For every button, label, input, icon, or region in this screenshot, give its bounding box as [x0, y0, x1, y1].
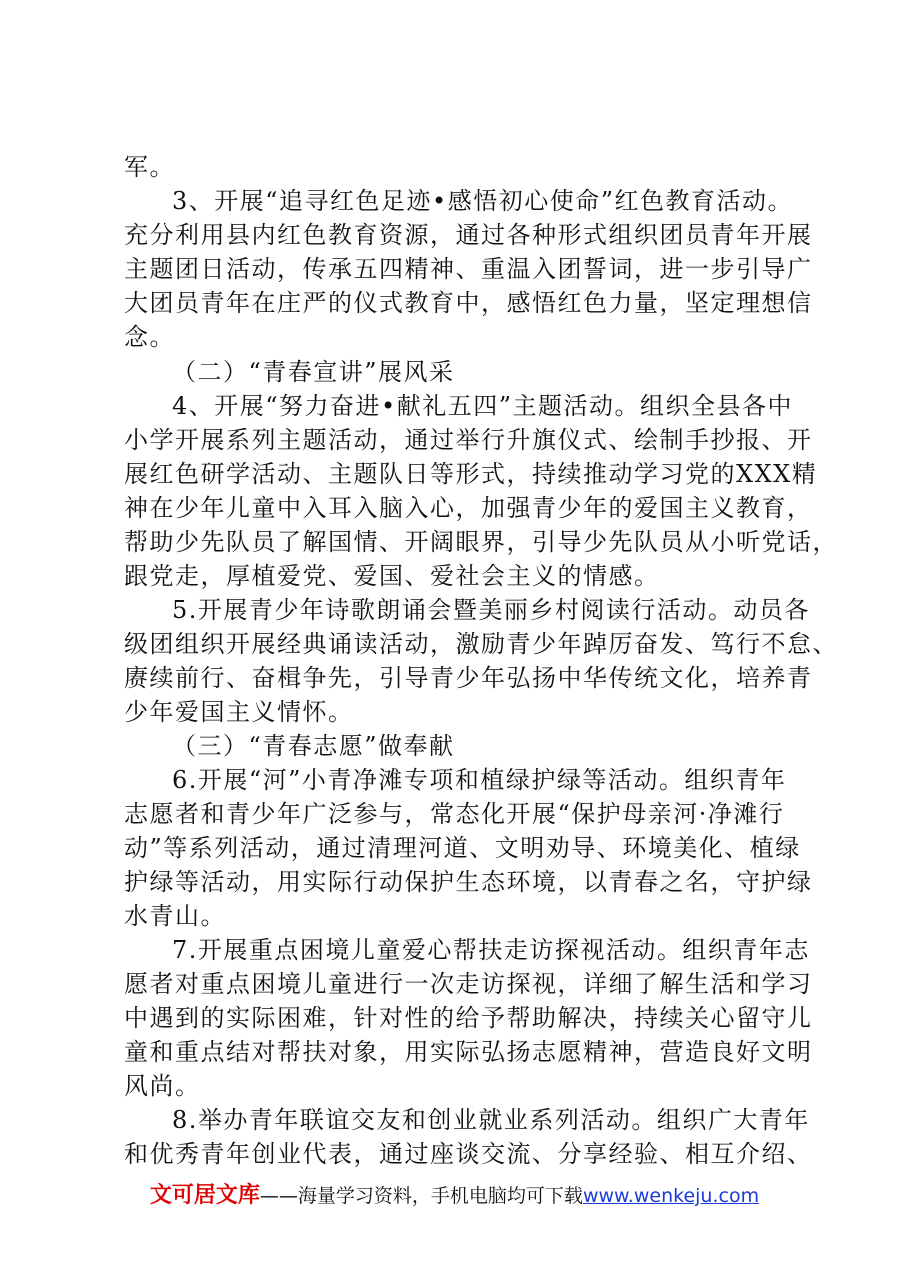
paragraph-start: 7.开展重点困境儿童爱心帮扶走访探视活动。组织青年志: [172, 936, 810, 964]
paragraph-start: 5.开展青少年诗歌朗诵会暨美丽乡村阅读行活动。动员各: [172, 596, 810, 624]
footer-link[interactable]: www.wenkeju.com: [582, 1185, 760, 1207]
text-line: 动”等系列活动，通过清理河道、文明劝导、环境美化、植绿: [124, 834, 801, 862]
text-line: 军。: [124, 153, 175, 181]
text-line: 和优秀青年创业代表，通过座谈交流、分享经验、相互介绍、: [124, 1140, 813, 1168]
text-line: 主题团日活动，传承五四精神、重温入团誓词，进一步引导广: [124, 255, 813, 283]
text-line: 充分利用县内红色教育资源，通过各种形式组织团员青年开展: [124, 221, 813, 249]
text-line: 级团组织开展经典诵读活动，激励青少年踔厉奋发、笃行不怠、: [124, 630, 838, 658]
footer-brand: 文可居文库: [149, 1183, 260, 1208]
text-line: 念。: [124, 323, 175, 351]
text-line: 志愿者和青少年广泛参与，常态化开展“保护母亲河·净滩行: [124, 800, 785, 828]
paragraph-start: 4、开展“努力奋进•献礼五四”主题活动。组织全县各中: [172, 392, 793, 420]
text-line: 水青山。: [124, 902, 226, 930]
text-line: 展红色研学活动、主题队日等形式，持续推动学习党的XXX精: [124, 460, 818, 488]
text-line: 赓续前行、奋楫争先，引导青少年弘扬中华传统文化，培养青: [124, 664, 813, 692]
text-line: 护绿等活动，用实际行动保护生态环境，以青春之名，守护绿: [124, 868, 813, 896]
text-line: 中遇到的实际困难，针对性的给予帮助解决，持续关心留守儿: [124, 1004, 813, 1032]
text-line: 童和重点结对帮扶对象，用实际弘扬志愿精神，营造良好文明: [124, 1038, 813, 1066]
text-line: 跟党走，厚植爱党、爱国、爱社会主义的情感。: [124, 562, 660, 590]
text-line: 风尚。: [124, 1072, 201, 1100]
paragraph-start: 3、开展“追寻红色足迹•感悟初心使命”红色教育活动。: [172, 187, 793, 215]
text-line: 大团员青年在庄严的仪式教育中，感悟红色力量，坚定理想信: [124, 289, 813, 317]
section-heading: （三）“青春志愿”做奉献: [172, 732, 455, 760]
paragraph-start: 6.开展“河”小青净滩专项和植绿护绿等活动。组织青年: [172, 766, 787, 794]
text-line: 愿者对重点困境儿童进行一次走访探视，详细了解生活和学习: [124, 970, 813, 998]
text-line: 帮助少先队员了解国情、开阔眼界，引导少先队员从小听党话，: [124, 528, 838, 556]
text-line: 少年爱国主义情怀。: [124, 698, 354, 726]
text-line: 小学开展系列主题活动，通过举行升旗仪式、绘制手抄报、开: [124, 426, 813, 454]
text-line: 神在少年儿童中入耳入脑入心，加强青少年的爱国主义教育，: [124, 494, 813, 522]
paragraph-start: 8.举办青年联谊交友和创业就业系列活动。组织广大青年: [172, 1106, 810, 1134]
footer-slogan: ——海量学习资料，手机电脑均可下载: [259, 1185, 583, 1207]
footer-banner: [0, 1178, 909, 1209]
section-heading: （二）“青春宣讲”展风采: [172, 358, 455, 386]
